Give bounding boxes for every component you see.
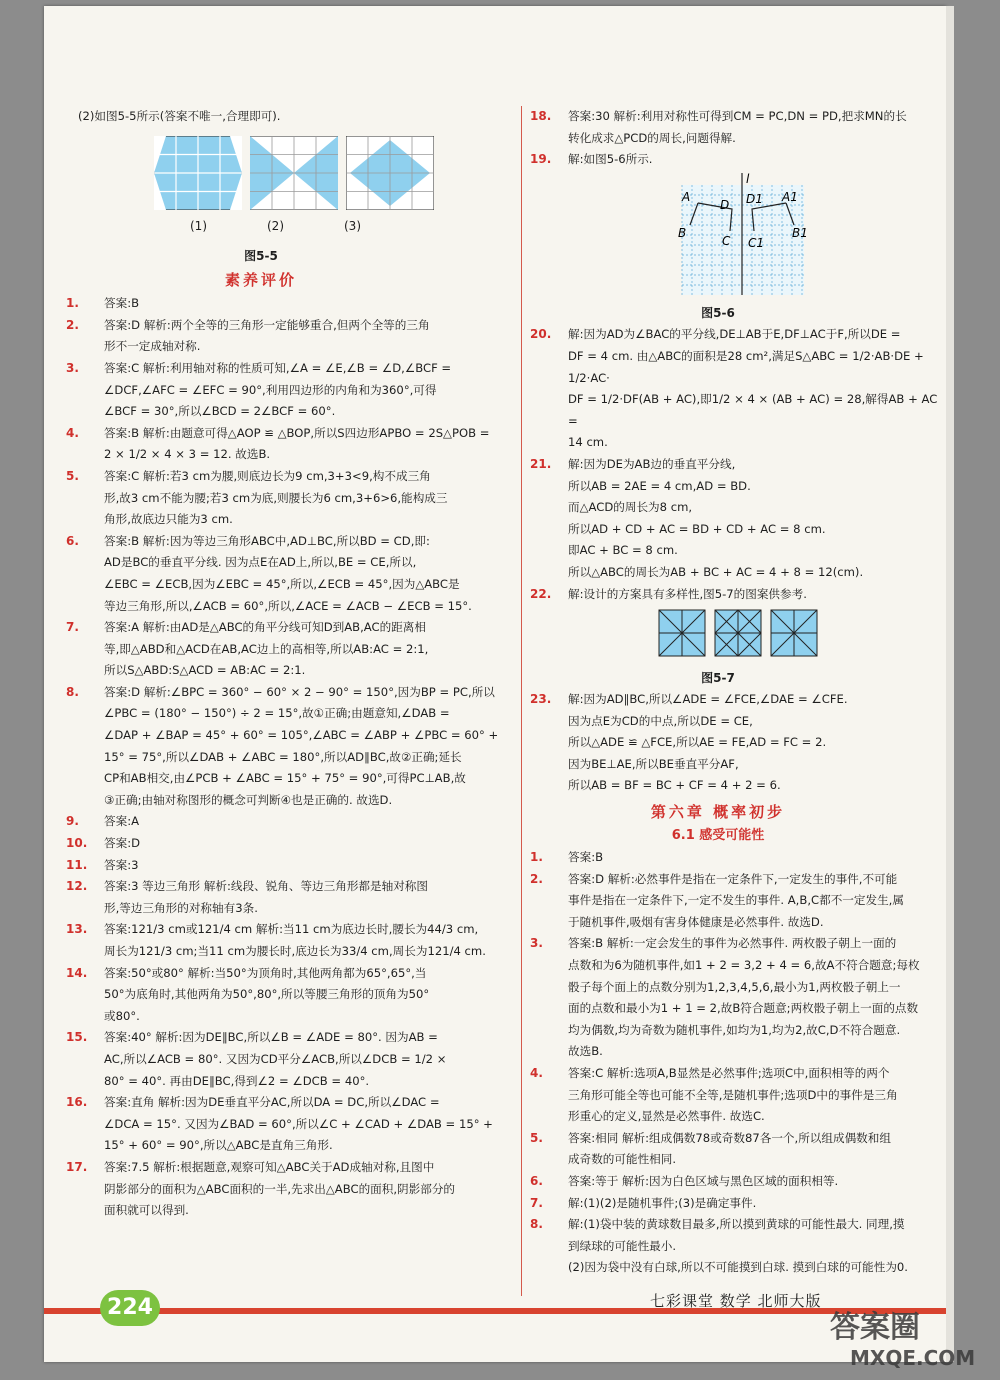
answer-item xyxy=(64,423,518,466)
item-number: 3. xyxy=(530,936,543,951)
item-number: 13. xyxy=(66,922,88,937)
figure-5-7-2 xyxy=(714,609,762,657)
answer-item xyxy=(528,324,948,454)
answer-item xyxy=(528,1214,948,1257)
chapter-title: 第六章 概率初步 xyxy=(650,803,786,822)
page-number: 224 xyxy=(100,1290,160,1326)
answer-item xyxy=(528,106,948,149)
item-line: 即AC + BC = 8 cm. xyxy=(568,543,678,558)
fig56-label-B: B xyxy=(678,225,687,240)
answer-item xyxy=(64,1092,518,1157)
answer-item xyxy=(64,833,518,855)
item-number: 17. xyxy=(66,1159,88,1174)
answer-item xyxy=(64,963,518,1028)
fig-label-1: (1) xyxy=(190,218,207,233)
item-line: 解:(1)袋中装的黄球数目最多,所以摸到黄球的可能性最大. 同理,摸 xyxy=(568,1217,905,1232)
fig56-label-A: A xyxy=(682,189,691,204)
item-line: 所以AD + CD + AC = BD + CD + AC = 8 cm. xyxy=(568,521,826,536)
item-line: ∠DAP + ∠BAP = 45° + 60° = 105°,∠ABC = ∠ABP + ∠PBC = 60° + xyxy=(104,728,499,743)
item-line: 答案:C 解析:选项A,B显然是必然事件;选项C中,面积相等的两个 xyxy=(568,1066,890,1080)
item-number: 22. xyxy=(530,586,552,601)
item-line: 到绿球的可能性最小. xyxy=(568,1238,677,1253)
item-number: 5. xyxy=(530,1130,543,1145)
item-line: DF = 4 cm. 由△ABC的面积是28 cm²,满足S△ABC = 1/2·AB·DE + 1/2·AC· xyxy=(568,348,924,385)
item-number: 7. xyxy=(530,1195,543,1210)
item-line: ∠EBC = ∠ECB,因为∠EBC = 45°,所以,∠ECB = 45°,因为△ABC是 xyxy=(104,576,460,591)
figure-5-5-2 xyxy=(250,136,338,210)
item-line: 答案:B 解析:因为等边三角形ABC中,AD⊥BC,所以BD = CD,即: xyxy=(104,533,430,548)
answer-item xyxy=(64,1027,518,1092)
item-line: 答案:B xyxy=(104,296,140,311)
intro-line: (2)如图5-5所示(答案不唯一,合理即可). xyxy=(78,109,281,123)
item-line: 答案:7.5 解析:根据题意,观察可知△ABC关于AD成轴对称,且图中 xyxy=(104,1159,435,1174)
answer-item xyxy=(528,869,948,934)
item-line: 面积就可以得到. xyxy=(104,1203,189,1218)
item-line: 因为点E为CD的中点,所以DE = CE, xyxy=(568,713,753,728)
item-line: 答案:D 解析:∠BPC = 360° − 60° × 2 − 90° = 150°,因为BP = PC,所以 xyxy=(104,684,495,699)
item-line: 解:(1)(2)是随机事件;(3)是确定事件. xyxy=(568,1195,757,1210)
item-line: 15° + 60° = 90°,所以△ABC是直角三角形. xyxy=(104,1138,333,1153)
answer-item xyxy=(528,1193,948,1215)
item-line: 答案:3 等边三角形 解析:线段、锐角、等边三角形都是轴对称图 xyxy=(104,879,428,894)
item-number: 7. xyxy=(66,620,79,635)
figure-5-6-graph xyxy=(678,173,808,295)
item-number: 1. xyxy=(530,850,543,865)
item-line: 答案:121/3 cm或121/4 cm 解析:当11 cm为底边长时,腰长为44/3 cm, xyxy=(104,922,479,937)
item-line: 事件是指在一定条件下,一定不发生的事件. A,B,C都不一定发生,属 xyxy=(568,893,904,908)
figure-5-6-caption: 图5-6 xyxy=(701,306,735,321)
answer-item xyxy=(528,454,948,584)
fig56-label-A1: A1 xyxy=(782,189,798,204)
answer-item xyxy=(64,1157,518,1222)
figure-5-5-caption: 图5-5 xyxy=(244,249,278,264)
answer-item xyxy=(528,689,948,797)
answer-item xyxy=(64,811,518,833)
left-items xyxy=(64,293,518,1222)
answer-item xyxy=(528,584,948,606)
item-line: 形重心的定义,显然是必然事件. 故选C. xyxy=(568,1109,765,1124)
answer-item xyxy=(64,315,518,358)
item-number: 20. xyxy=(530,327,552,342)
item-line: 均为偶数,均为奇数为随机事件,如均为1,均为2,故C,D不符合题意. xyxy=(568,1022,901,1037)
answer-item xyxy=(528,149,948,171)
item-line: 成奇数的可能性相同. xyxy=(568,1152,677,1167)
section-title-suyang: 素养评价 xyxy=(224,271,297,290)
item-line: 所以S△ABD:S△ACD = AB:AC = 2:1. xyxy=(104,663,306,678)
item-number: 8. xyxy=(66,684,79,699)
item-line: 解:因为AD∥BC,所以∠ADE = ∠FCE,∠DAE = ∠CFE. xyxy=(568,692,848,707)
item-line: 答案:40° 解析:因为DE∥BC,所以∠B = ∠ADE = 80°. 因为AB = xyxy=(104,1030,438,1045)
item-line: 所以△ABC的周长为AB + BC + AC = 4 + 8 = 12(cm). xyxy=(568,564,864,579)
item-line: 答案:B 解析:由题意可得△AOP ≌ △BOP,所以S四边形APBO = 2S△POB = xyxy=(104,425,490,440)
item-line: 角形,故底边只能为3 cm. xyxy=(104,512,233,527)
answer-item xyxy=(64,919,518,962)
fig56-label-D1: D1 xyxy=(746,191,763,206)
item-line: 答案:50°或80° 解析:当50°为顶角时,其他两角都为65°,65°,当 xyxy=(104,965,427,980)
fig56-label-C: C xyxy=(722,233,731,248)
item-line: ∠DCA = 15°. 又因为∠BAD = 60°,所以∠C + ∠CAD + ∠DAB = 15° + xyxy=(104,1116,493,1131)
item-line: AD是BC的垂直平分线. 因为点E在AD上,所以,BE = CE,所以, xyxy=(104,555,417,570)
item-line: CP和AB相交,由∠PCB + ∠ABC = 15° + 75° = 90°,可得PC⊥AB,故 xyxy=(104,771,466,786)
answer-item xyxy=(64,617,518,682)
item-line: 答案:30 解析:利用对称性可得到CM = PC,DN = PD,把求MN的长 xyxy=(568,109,907,123)
item-line: 答案:C 解析:若3 cm为腰,则底边长为9 cm,3+3<9,构不成三角 xyxy=(104,468,431,483)
item-line: 所以AB = BF = BC + CF = 4 + 2 = 6. xyxy=(568,778,781,793)
item-line: 解:如图5-6所示. xyxy=(568,152,653,167)
item-line: 点数和为6为随机事件,如1 + 2 = 3,2 + 4 = 6,故A不符合题意;每枚 xyxy=(568,958,920,973)
item-number: 16. xyxy=(66,1095,88,1110)
item-line: ∠BCF = 30°,所以∠BCD = 2∠BCF = 60°. xyxy=(104,404,336,419)
figure-5-7-3 xyxy=(770,609,818,657)
item-line: 骰子每个面上的点数分别为1,2,3,4,5,6,最小为1,两枚骰子朝上一 xyxy=(568,979,901,994)
figure-5-7-caption: 图5-7 xyxy=(701,671,735,686)
item-number: 6. xyxy=(530,1173,543,1188)
item-line: 解:因为AD为∠BAC的平分线,DE⊥AB于E,DF⊥AC于F,所以DE = xyxy=(568,327,901,342)
item-line: 答案:D 解析:两个全等的三角形一定能够重合,但两个全等的三角 xyxy=(104,317,430,332)
right-items-b xyxy=(528,324,948,605)
fig-label-2: (2) xyxy=(267,218,284,233)
item-number: 4. xyxy=(530,1066,543,1080)
item-line: 答案:相同 解析:组成偶数78或奇数87各一个,所以组成偶数和组 xyxy=(568,1130,891,1145)
item-number: 19. xyxy=(530,152,552,167)
answer-item xyxy=(528,1257,948,1279)
answer-item xyxy=(528,1063,948,1128)
item-number: 1. xyxy=(66,296,79,311)
item-number: 2. xyxy=(66,317,79,332)
item-line: 答案:A 解析:由AD是△ABC的角平分线可知D到AB,AC的距离相 xyxy=(104,620,426,635)
item-number: 3. xyxy=(66,360,79,375)
item-line: DF = 1/2·DF(AB + AC),即1/2 × 4 × (AB + AC) = 28,解得AB + AC = xyxy=(568,392,938,428)
answer-item xyxy=(64,293,518,315)
answer-item xyxy=(528,1128,948,1171)
item-line: 或80°. xyxy=(104,1008,140,1023)
item-line: 80° = 40°. 再由DE∥BC,得到∠2 = ∠DCB = 40°. xyxy=(104,1073,370,1088)
item-line: 答案:C 解析:利用轴对称的性质可知,∠A = ∠E,∠B = ∠D,∠BCF = xyxy=(104,360,452,375)
answer-item xyxy=(528,847,948,869)
item-line: 所以△ADE ≌ △FCE,所以AE = FE,AD = FC = 2. xyxy=(568,735,827,750)
answer-item xyxy=(64,876,518,919)
item-line: 答案:A xyxy=(104,814,140,829)
fig-label-3: (3) xyxy=(344,218,361,233)
item-line: 等边三角形,所以,∠ACB = 60°,所以,∠ACE = ∠ACB − ∠ECB = 15°. xyxy=(104,598,472,613)
item-line: ∠PBC = (180° − 150°) ÷ 2 = 15°,故①正确;由题意知,∠DAB = xyxy=(104,706,450,721)
figure-5-5-3 xyxy=(346,136,434,210)
watermark-logo: 答案圈 xyxy=(830,1310,920,1345)
item-line: 答案:B xyxy=(568,850,604,865)
item-line: AC,所以∠ACB = 80°. 又因为CD平分∠ACB,所以∠DCB = 1/2 × xyxy=(104,1051,447,1066)
item-number: 14. xyxy=(66,965,88,980)
item-line: ∠DCF,∠AFC = ∠EFC = 90°,利用四边形的内角和为360°,可得 xyxy=(104,382,437,397)
item-number: 6. xyxy=(66,533,79,548)
item-line: 解:设计的方案具有多样性,图5-7的图案供参考. xyxy=(568,586,807,601)
item-line: 答案:直角 解析:因为DE垂直平分AC,所以DA = DC,所以∠DAC = xyxy=(104,1095,440,1110)
footer-book-title: 七彩课堂 数学 北师大版 xyxy=(650,1292,822,1310)
item-number: 5. xyxy=(66,468,79,483)
item-line: (2)因为袋中没有白球,所以不可能摸到白球. 摸到白球的可能性为0. xyxy=(568,1260,908,1275)
item-line: 14 cm. xyxy=(568,435,608,450)
right-column xyxy=(528,106,948,1279)
item-number: 2. xyxy=(530,871,543,886)
item-number: 10. xyxy=(66,836,88,851)
item-line: 周长为121/3 cm;当11 cm为腰长时,底边长为33/4 cm,周长为121/4 cm. xyxy=(104,944,486,958)
item-number: 21. xyxy=(530,456,552,471)
item-line: 50°为底角时,其他两角为50°,80°,所以等腰三角形的顶角为50° xyxy=(104,987,430,1002)
answer-item xyxy=(528,933,948,1063)
item-number: 8. xyxy=(530,1217,543,1232)
item-line: 解:因为DE为AB边的垂直平分线, xyxy=(568,456,736,471)
item-number: 12. xyxy=(66,879,88,894)
item-number: 4. xyxy=(66,425,79,440)
item-line: 形不一定成轴对称. xyxy=(104,339,201,354)
item-line: 因为BE⊥AE,所以BE垂直平分AF, xyxy=(568,756,739,771)
item-line: 答案:等于 解析:因为白色区域与黑色区域的面积相等. xyxy=(568,1173,839,1188)
item-line: 15° = 75°,所以∠DAB + ∠ABC = 180°,所以AD∥BC,故②正确;延长 xyxy=(104,749,462,764)
answer-item xyxy=(64,358,518,423)
figure-5-5-1 xyxy=(154,136,242,210)
answer-item xyxy=(64,466,518,531)
item-number: 9. xyxy=(66,814,79,829)
figure-5-5-labels xyxy=(64,216,518,238)
watermark-url: MXQE.COM xyxy=(850,1346,976,1370)
fig56-label-D: D xyxy=(720,197,730,212)
item-line: 而△ACD的周长为8 cm, xyxy=(568,500,693,515)
column-divider xyxy=(521,106,522,1296)
item-line: 答案:B 解析:一定会发生的事件为必然事件. 两枚骰子朝上一面的 xyxy=(568,936,897,951)
item-line: 阴影部分的面积为△ABC面积的一半,先求出△ABC的面积,阴影部分的 xyxy=(104,1181,456,1196)
left-column xyxy=(64,106,518,1222)
answer-item xyxy=(64,531,518,617)
answer-item xyxy=(64,682,518,812)
item-line: 所以AB = 2AE = 4 cm,AD = BD. xyxy=(568,478,751,493)
item-line: 三角形可能全等也可能不全等,是随机事件;选项D中的事件是三角 xyxy=(568,1087,898,1102)
item-number: 11. xyxy=(66,857,88,872)
item-line: 答案:D xyxy=(104,836,141,851)
answer-item xyxy=(528,1171,948,1193)
item-line: 形,故3 cm不能为腰;若3 cm为底,则腰长为6 cm,3+6>6,能构成三 xyxy=(104,490,448,505)
item-number: 18. xyxy=(530,109,552,123)
figure-5-5 xyxy=(64,136,518,210)
item-line: 于随机事件,吸烟有害身体健康是必然事件. 故选D. xyxy=(568,914,824,929)
figure-5-6 xyxy=(678,173,948,303)
answer-item xyxy=(64,855,518,877)
figure-5-7-1 xyxy=(658,609,706,657)
fig56-label-B1: B1 xyxy=(792,225,808,240)
item-line: 答案:D 解析:必然事件是指在一定条件下,一定发生的事件,不可能 xyxy=(568,871,898,886)
item-line: 形,等边三角形的对称轴有3条. xyxy=(104,900,258,915)
item-line: 答案:3 xyxy=(104,857,139,872)
fig56-label-l: l xyxy=(746,172,750,186)
item-line: 2 × 1/2 × 4 × 3 = 12. 故选B. xyxy=(104,447,271,462)
item-number: 23. xyxy=(530,692,552,707)
right-items-d xyxy=(528,847,948,1279)
section-title-6-1: 6.1 感受可能性 xyxy=(671,828,765,844)
item-line: 等,即△ABD和△ACD在AB,AC边上的高相等,所以AB:AC = 2:1, xyxy=(104,641,429,656)
right-items-c xyxy=(528,689,948,797)
item-line: 面的点数和最小为1 + 1 = 2,故B符合题意;两枚骰子朝上一面的点数 xyxy=(568,1001,919,1016)
item-line: ③正确;由轴对称图形的概念可判断④也是正确的. 故选D. xyxy=(104,792,393,807)
fig56-label-C1: C1 xyxy=(748,235,765,250)
item-line: 转化成求△PCD的周长,问题得解. xyxy=(568,130,736,145)
right-items-a xyxy=(528,106,948,171)
item-number: 15. xyxy=(66,1030,88,1045)
figure-5-7 xyxy=(528,609,948,657)
item-line: 故选B. xyxy=(568,1044,603,1059)
